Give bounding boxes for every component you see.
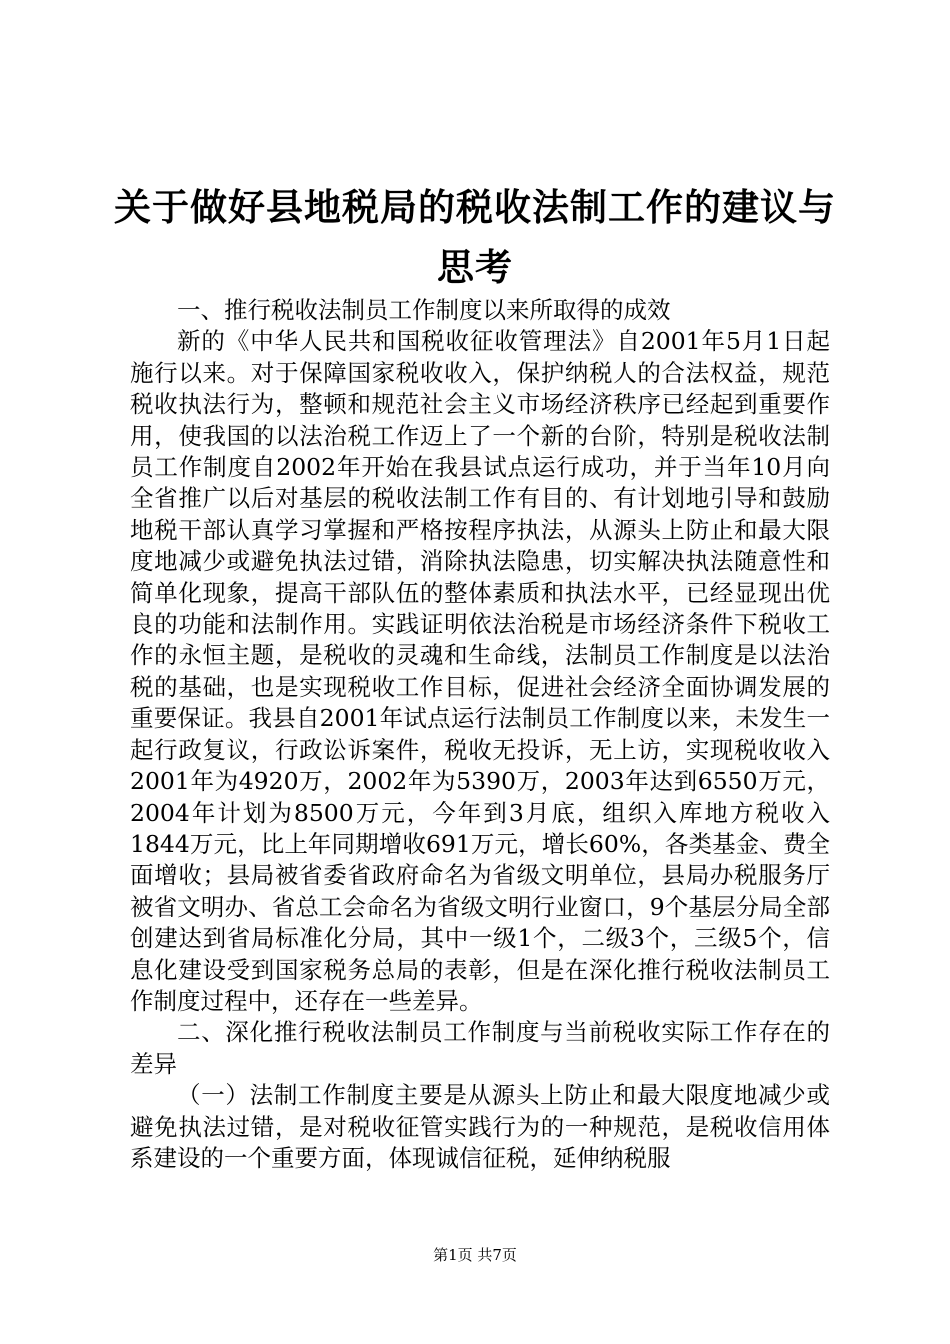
document-body: [130, 295, 830, 1174]
body-paragraph-2: （一）法制工作制度主要是从源头上防止和最大限度地减少或避免执法过错，是对税收征管实践行为的一种规范，是税收信用体系建设的一个重要方面，体现诚信征税，延伸纳税服: [130, 1081, 830, 1172]
section-heading-2: 二、深化推行税收法制员工作制度与当前税收实际工作存在的差异: [130, 1018, 830, 1078]
body-paragraph-1: 新的《中华人民共和国税收征收管理法》自2001年5月1日起施行以来。对于保障国家税收收入，保护纳税人的合法权益，规范税收执法行为，整顿和规范社会主义市场经济秩序已经起到重要作用，使我国的以法治税工作迈上了一个新的台阶，特别是税收法制员工作制度自2002年开始在我县试点运行成功，并于当年10月向全省推广以后对基层的税收法制工作有目的、有计划地引导和鼓励地税干部认真学习掌握和严格按程序执法，从源头上防止和最大限度地减少或避免执法过错，消除执法隐患，切实解决执法随意性和简单化现象，提高干部队伍的整体素质和执法水平，已经显现出优良的功能和法制作用。实践证明依法治税是市场经济条件下税收工作的永恒主题，是税收的灵魂和生命线，法制员工作制度是以法治税的基础，也是实现税收工作目标，促进社会经济全面协调发展的重要保证。我县自2001年试点运行法制员工作制度以来，未发生一起行政复议，行政讼诉案件，税收无投诉，无上访，实现税收收入2001年为4920万，2002年为5390万，2003年达到6550万元，2004年计划为8500万元，今年到3月底，组织入库地方税收入1844万元，比上年同期增收691万元，增长60%，各类基金、费全面增收；县局被省委省政府命名为省级文明单位，县局办税服务厅被省文明办、省总工会命名为省级文明行业窗口，9个基层分局全部创建达到省局标准化分局，其中一级1个，二级3个，三级5个，信息化建设受到国家税务总局的表彰，但是在深化推行税收法制员工作制度过程中，还存在一些差异。: [130, 327, 830, 1015]
page-footer: 第1页 共7页: [433, 1246, 517, 1264]
document-title: 关于做好县地税局的税收法制工作的建议与思考: [114, 186, 836, 289]
section-heading-1: 一、推行税收法制员工作制度以来所取得的成效: [177, 296, 671, 324]
